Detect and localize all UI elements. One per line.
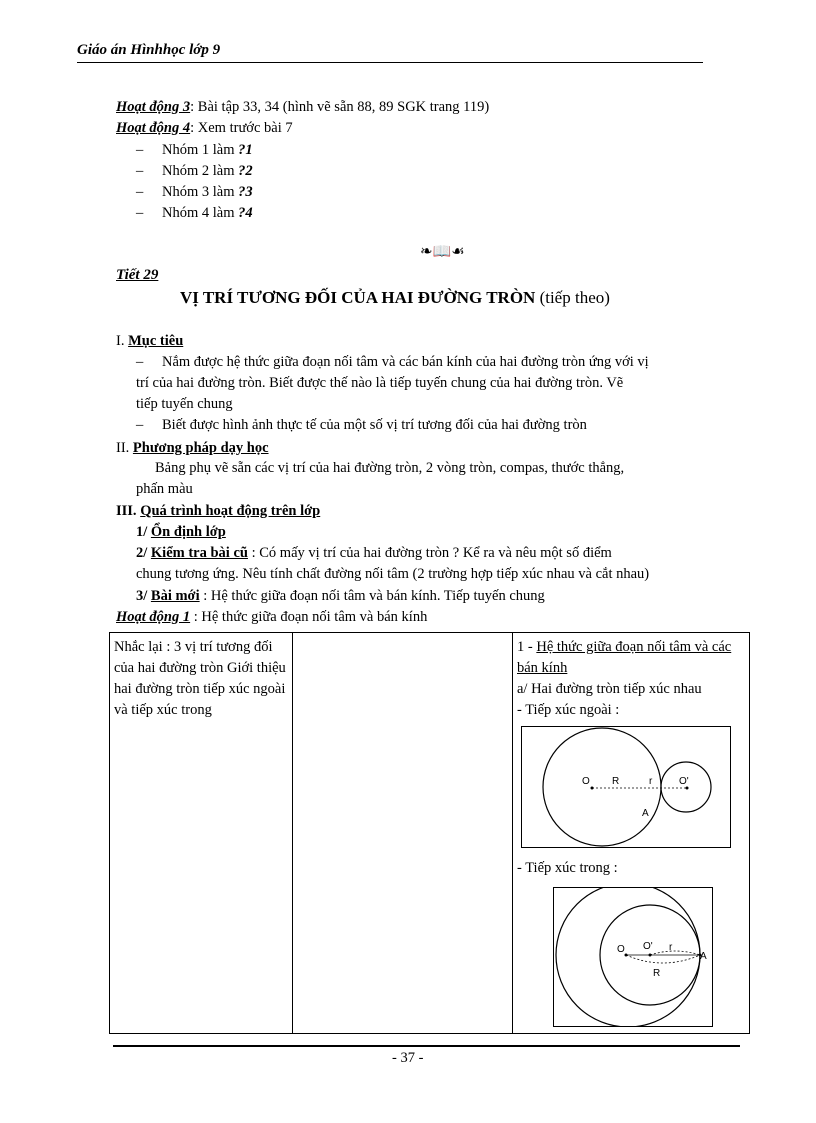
fig1-label-A: A — [642, 808, 649, 819]
section2-line-2: phấn màu — [136, 481, 193, 497]
fig1-label-O: O — [582, 776, 590, 787]
teacher-activity-text: Nhắc lại : 3 vị trí tương đối của hai đường tròn Giới thiệu hai đường tròn tiếp xúc ngoài và tiếp xúc trong — [114, 639, 286, 718]
lesson-title-line — [180, 288, 610, 308]
section3-heading-line: III. Quá trình hoạt động trên lớp — [116, 503, 321, 519]
fig2-label-O2: O' — [643, 941, 653, 952]
activity4-text: : Xem trước bài 7 — [190, 120, 293, 136]
activity1-line: Hoạt động 1 : Hệ thức giữa đoạn nối tâm và bán kính — [116, 609, 428, 625]
fig2-label-O: O — [617, 944, 625, 955]
step1-label: Ổn định lớp — [150, 524, 226, 540]
section1-line-3: tiếp tuyến chung — [136, 396, 233, 412]
fig2-label-R: R — [653, 968, 661, 979]
page-number: - 37 - — [392, 1050, 424, 1066]
header-rule — [77, 62, 703, 63]
fig1-label-r: r — [649, 776, 653, 787]
section1-line-1: – Nắm được hệ thức giữa đoạn nối tâm và các bán kính của hai đường tròn ứng với vị — [136, 354, 649, 370]
fig2-label-r: r — [669, 942, 673, 953]
external-tangent-figure — [521, 726, 731, 848]
activity1-label: Hoạt động 1 — [116, 609, 191, 625]
fig1-label-O2: O' — [679, 776, 689, 787]
section2-heading-line: II. Phương pháp dạy học — [116, 440, 269, 456]
activity4-label: Hoạt động 4 — [116, 120, 191, 136]
activity3-line — [116, 99, 489, 116]
section2-line-1: Bảng phụ vẽ sẵn các vị trí của hai đường tròn, 2 vòng tròn, compas, thước thẳng, — [155, 460, 625, 476]
content-sub-a: a/ Hai đường tròn tiếp xúc nhau — [517, 681, 702, 697]
section1-line-4: – Biết được hình ảnh thực tế của một số vị trí tương đối của hai đường tròn — [136, 417, 587, 433]
group-item-1: – Nhóm 1 làm ?1 — [136, 142, 253, 158]
activity4-line — [116, 120, 293, 137]
step2-label: Kiểm tra bài cũ — [150, 545, 248, 561]
content-heading: 1 - Hệ thức giữa đoạn nối tâm và các bán kính — [517, 639, 732, 676]
activity3-label: Hoạt động 3 — [116, 99, 191, 115]
lesson-title-suffix: (tiếp theo) — [535, 288, 610, 307]
group-item-2: – Nhóm 2 làm ?2 — [136, 163, 253, 179]
activity3-text: : Bài tập 33, 34 (hình vẽ sẵn 88, 89 SGK trang 119) — [190, 99, 490, 115]
step3-label: Bài mới — [150, 588, 200, 604]
lesson-table — [109, 632, 750, 1034]
group-item-3: – Nhóm 3 làm ?3 — [136, 184, 253, 200]
step3-line: 3/ Bài mới : Hệ thức giữa đoạn nối tâm và bán kính. Tiếp tuyến chung — [136, 588, 545, 604]
lesson-number: Tiết 29 — [116, 267, 159, 283]
internal-tangent-figure — [553, 887, 713, 1027]
fig1-label-R: R — [612, 776, 620, 787]
section1-line-2: trí của hai đường tròn. Biết được thế nào là tiếp tuyến chung của hai đường tròn. Vẽ — [136, 375, 624, 391]
content-external: - Tiếp xúc ngoài : — [517, 702, 620, 718]
step2-line-2: chung tương ứng. Nêu tính chất đường nối tâm (2 trường hợp tiếp xúc nhau và cắt nhau) — [136, 566, 650, 582]
group-item-4: – Nhóm 4 làm ?4 — [136, 205, 253, 221]
section3-heading: Quá trình hoạt động trên lớp — [140, 503, 321, 519]
section1-heading: Mục tiêu — [128, 333, 184, 349]
teacher-activity-cell — [110, 633, 293, 1034]
footer-rule — [113, 1045, 740, 1047]
section1-heading-line: I. Mục tiêu — [116, 333, 184, 349]
lesson-title: VỊ TRÍ TƯƠNG ĐỐI CỦA HAI ĐƯỜNG TRÒN — [180, 288, 536, 307]
student-activity-cell — [293, 633, 513, 1034]
content-internal: - Tiếp xúc trong : — [517, 860, 618, 876]
header-title: Giáo án Hìnhhọc lớp 9 — [77, 42, 221, 58]
step1-line: 1/ Ổn định lớp — [136, 524, 226, 540]
step2-line: 2/ Kiểm tra bài cũ : Có mấy vị trí của hai đường tròn ? Kể ra và nêu một số điểm — [136, 545, 612, 561]
content-cell — [513, 633, 750, 1034]
fig2-label-A: A — [700, 951, 707, 962]
section2-heading: Phương pháp dạy học — [132, 440, 269, 456]
ornament-divider: ❧📖☙ — [420, 244, 465, 260]
